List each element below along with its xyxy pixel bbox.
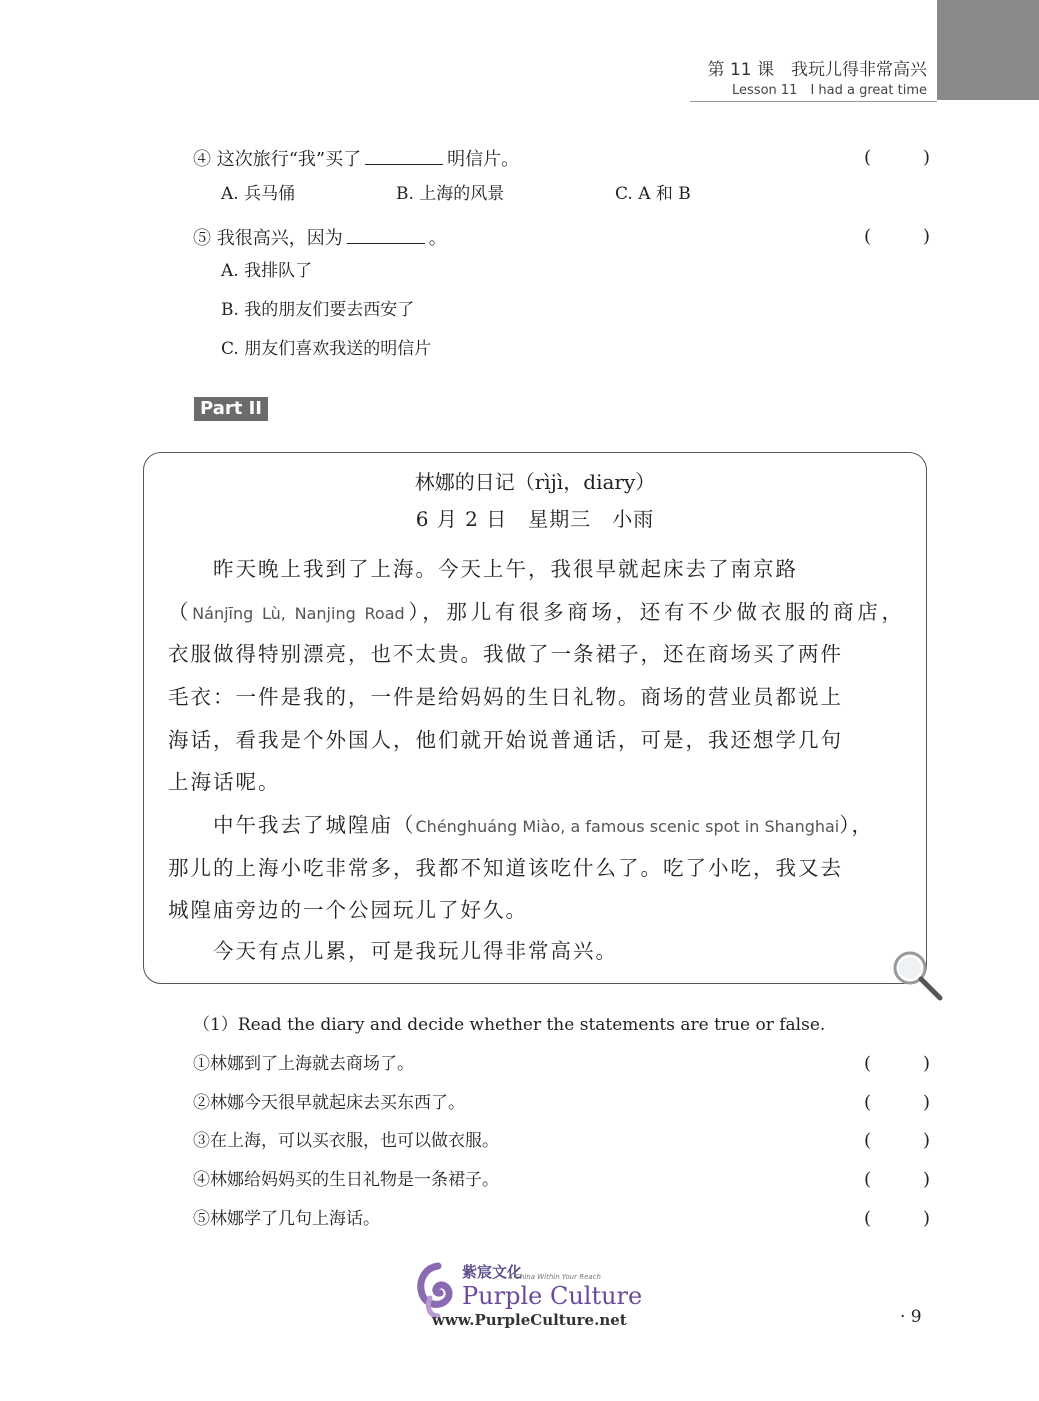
option-a: A. 我排队了 — [221, 261, 313, 281]
question-4-text-end: 明信片。 — [447, 149, 520, 170]
diary-line: 海话，看我是个外国人，他们就开始说普通话，可是，我还想学几句 — [168, 728, 843, 752]
paren-left: ( — [864, 1053, 872, 1074]
statement: ①林娜到了上海就去商场了。 — [193, 1054, 414, 1074]
logo-url: www.PurpleCulture.net — [432, 1311, 627, 1329]
paren-left: ( — [864, 1092, 872, 1113]
paren-right: ) — [922, 1092, 930, 1113]
statement: ④林娜给妈妈买的生日礼物是一条裙子。 — [193, 1170, 499, 1190]
paren-right: ) — [922, 147, 930, 168]
diary-line: 上海话呢。 — [168, 770, 281, 794]
paren-right: ) — [922, 1053, 930, 1074]
answer-parens[interactable] — [864, 225, 930, 249]
diary-line: 那儿的上海小吃非常多，我都不知道该吃什么了。吃了小吃，我又去 — [168, 856, 843, 880]
option-c: C. A 和 B — [615, 184, 691, 204]
statement: ⑤林娜学了几句上海话。 — [193, 1209, 380, 1229]
magnifier-icon — [888, 946, 948, 1006]
question-4-text: ④ 这次旅行“我”买了 — [193, 149, 362, 170]
paren-left: ( — [864, 1169, 872, 1190]
paren-close: ）， — [839, 813, 874, 837]
statement: ③在上海，可以买衣服，也可以做衣服。 — [193, 1131, 499, 1151]
paren-left: ( — [864, 1208, 872, 1229]
logo-tagline: A China Within Your Reach — [508, 1273, 601, 1281]
part-label: Part II — [194, 397, 268, 421]
pinyin-gloss: Chénghuáng Miào, a famous scenic spot in Shanghai — [415, 817, 840, 836]
diary-line: 毛衣：一件是我的，一件是给妈妈的生日礼物。商场的营业员都说上 — [168, 685, 843, 709]
paren-left: ( — [864, 226, 872, 247]
answer-parens[interactable] — [864, 146, 930, 170]
answer-blank[interactable] — [365, 146, 443, 165]
paren-left: ( — [864, 147, 872, 168]
option-a: A. 兵马俑 — [221, 184, 296, 204]
header-rule — [690, 101, 937, 102]
question-5-text: ⑤ 我很高兴，因为 — [193, 228, 343, 249]
diary-line: 城隍庙旁边的一个公园玩儿了好久。 — [168, 898, 528, 922]
paren-right: ) — [922, 1169, 930, 1190]
answer-parens[interactable] — [864, 1052, 930, 1076]
option-b: B. 上海的风景 — [396, 184, 505, 204]
paren-right: ) — [922, 1208, 930, 1229]
pinyin-gloss: Nánjīng Lù, Nanjing Road — [192, 604, 405, 623]
lesson-title-zh: 第 11 课 我玩儿得非常高兴 — [707, 60, 927, 80]
diary-line: 昨天晚上我到了上海。今天上午，我很早就起床去了南京路 — [168, 557, 798, 581]
statement: ②林娜今天很早就起床去买东西了。 — [193, 1093, 465, 1113]
answer-parens[interactable] — [864, 1207, 930, 1231]
instruction-text: （1）Read the diary and decide whether the statements are true or false. — [193, 1015, 826, 1035]
corner-tab — [937, 0, 1039, 100]
diary-line-text: 中午我去了城隍庙（ — [168, 813, 416, 837]
diary-line: 衣服做得特别漂亮，也不太贵。我做了一条裙子，还在商场买了两件 — [168, 642, 843, 666]
diary-line — [168, 810, 874, 842]
option-b: B. 我的朋友们要去西安了 — [221, 300, 415, 320]
question-4 — [193, 146, 519, 172]
paren-open: （ — [168, 600, 193, 624]
paren-left: ( — [864, 1130, 872, 1151]
answer-blank[interactable] — [347, 225, 425, 244]
option-c: C. 朋友们喜欢我送的明信片 — [221, 339, 432, 359]
diary-line — [168, 597, 902, 629]
question-5-text-end: 。 — [428, 228, 447, 249]
lesson-title-en: Lesson 11 I had a great time — [732, 83, 927, 98]
answer-parens[interactable] — [864, 1168, 930, 1192]
logo-name: Purple Culture — [462, 1282, 643, 1310]
diary-line: 今天有点儿累，可是我玩儿得非常高兴。 — [168, 939, 618, 963]
question-5 — [193, 225, 447, 251]
page-number: · 9 — [900, 1307, 922, 1327]
paren-right: ) — [922, 226, 930, 247]
diary-title: 林娜的日记（rìjì，diary） — [414, 470, 656, 494]
lesson-header — [708, 58, 927, 100]
diary-line-text: ），那儿有很多商场，还有不少做衣服的商店， — [404, 600, 903, 624]
diary-date: 6 月 2 日 星期三 小雨 — [415, 507, 655, 531]
paren-right: ) — [922, 1130, 930, 1151]
answer-parens[interactable] — [864, 1091, 930, 1115]
logo-chinese: 紫宸文化 — [462, 1263, 523, 1281]
answer-parens[interactable] — [864, 1129, 930, 1153]
